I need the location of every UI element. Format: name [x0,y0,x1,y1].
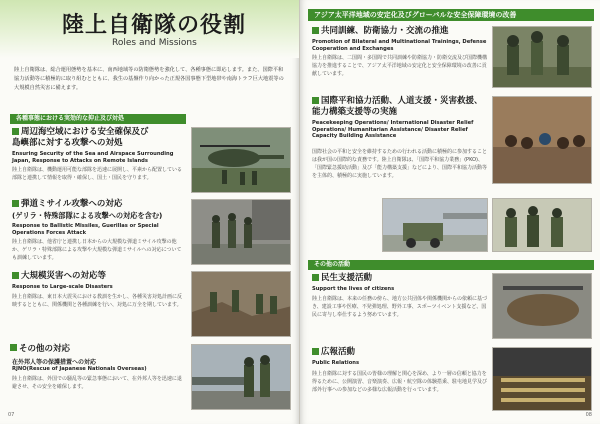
section-body-exchange: 陸上自衛隊は、二国間・多国間で共同訓練や防衛協力・防衛交流及び国際機構協力を推進することで、アジア太平洋地域の安定化と安全保障環境の改善に貢献しています。 [312,55,488,77]
vehicle-aircraft-photo [382,198,488,252]
page-number-right: 08 [585,412,592,418]
band-performance-photo [492,347,592,411]
section-en-disaster: Response to Large-scale Disasters [12,284,113,290]
bullet-square-icon [12,200,19,207]
section-body-civil-support: 陸上自衛隊は、本来の任務の傍ら、地方公共団体や関係機関からの依頼に基づき、建設工事や医療、不発弾処理、野外工事、スポーツイベント支援など、国民に寄与し奉仕するよう努めています。 [312,296,488,318]
section-title-peacekeeping: 国際平和協力活動、人道支援・災害救援、 能力構築支援等の実施 [312,96,483,117]
bullet-square-icon [12,272,19,279]
section-title-other: その他の対応 [10,343,186,355]
joint-training-photo [492,26,592,88]
page-number-left: 07 [8,412,15,418]
training-group-photo [492,198,592,252]
right-page [300,0,600,424]
bullet-square-icon [312,97,319,104]
section-en-pr: Public Relations [312,360,360,366]
section-body-rescue: 陸上自衛隊は、外国での騒乱等の緊急事態において、在外邦人等を迅速に退避させ、その安全を確保します。 [12,376,182,390]
soldiers-urban-photo [191,199,291,265]
section-en-peacekeeping: Peacekeeping Operations/ International Disaster Relief Operations/ Humanitarian Assistance/ Disaster Relief Capacity Building Assistance [312,120,474,140]
section-en-exchange: Promotion of Bilateral and Multinational Trainings, Defense Cooperation and Exchanges [312,39,487,52]
page-subtitle: Roles and Missions [112,38,197,48]
section-en-civil-support: Support the lives of citizens [312,286,395,292]
civil-support-photo [492,273,592,339]
section-en-rescue: RJNO(Rescue of Japanese Nationals Overseas) [12,366,147,372]
section-title-civil-support: 民生支援活動 [312,273,372,284]
section-title-exchange: 共同訓練、防衛協力・交流の推進 [312,26,449,37]
section-en-missile: Response to Ballistic Missiles, Guerillas or Special Operations Forces Attack [12,223,159,236]
section-body-missile: 陸上自衛隊は、他省庁と連携し日本からの大規模な弾道ミサイル攻撃の他か、ゲリラ・特殊部隊による攻撃や大規模な弾道ミサイルへの対応についても訓練しています。 [12,239,182,261]
section-body-islands: 陸上自衛隊は、機動運用可能な部隊を迅速に展開し、平素から配置している部隊と連携して情報を取得・確保し、国土・国民を守ります。 [12,167,183,181]
section-body-pr: 陸上自衛隊に対する国民の皆様の理解と関心を深め、より一層の信頼と協力を得るために、公開演習、音楽演奏、広報・航空隊の体験搭乗、駐屯地見学及び部外行事への参加などの多様な広報活動を行っています。 [312,371,488,393]
section-band-other: その他の活動 [308,260,594,270]
left-header-band [0,0,300,58]
section-title-islands: 周辺海空域における安全確保及び 島嶼部に対する攻撃への対処 [12,127,149,148]
section-band-deterrence: 各種事態における実効的な抑止及び対処 [10,114,186,124]
section-body-peacekeeping: 国際社会の平和と安全を維持するための行われる活動に積極的に参加することは我が国の国際的な責務です。陸上自衛隊は、「国際平和協力業務」(PKO)、「国際緊急援助活動」及び「能力構築支援」などにより、国際平和協力活動等を主体的、積極的に実施しています。 [312,149,488,179]
bullet-square-icon [312,348,319,355]
bullet-square-icon [312,27,319,34]
section-body-disaster: 陸上自衛隊は、東日本大震災における教訓を生かし、各種災害対処計画に反映するとともに、関係機関と各種訓練を行い、対処に万全を期しています。 [12,294,183,308]
helicopter-photo [191,127,291,193]
intro-paragraph: 陸上自衛隊は、総合運用態勢を基本に、南西地域等の防衛態勢を強化して、各種事態に即応します。また、国際平和協力活動等に積極的に取り組むとともに、我生の基盤作り向かった正規各国事態下型地帯や南海トラフ巨大地震等の大規模自然災害に備えます。 [14,67,284,91]
section-sub-rescue: 在外邦人等の保護措置への対応 [12,359,97,366]
aircraft-soldiers-photo [191,344,291,410]
section-title-missile: 弾道ミサイル攻撃への対応 (ゲリラ・特殊部隊による攻撃への対応を含む) [12,199,163,220]
right-header-band: アジア太平洋地域の安定化及びグローバルな安全保障環境の改善 [308,9,594,21]
section-title-disaster: 大規模災害への対応等 [12,271,106,282]
disaster-rescue-photo [191,271,291,337]
bullet-square-icon [12,128,19,135]
section-en-islands: Ensuring Security of the Sea and Airspace Surrounding Japan, Response to Attacks on Remote Islands [12,151,174,164]
humanitarian-photo [492,96,592,184]
section-title-pr: 広報活動 [312,347,355,358]
bullet-square-icon [312,274,319,281]
page-title: 陸上自衛隊の役割 [62,12,247,38]
bullet-square-icon [10,344,17,351]
